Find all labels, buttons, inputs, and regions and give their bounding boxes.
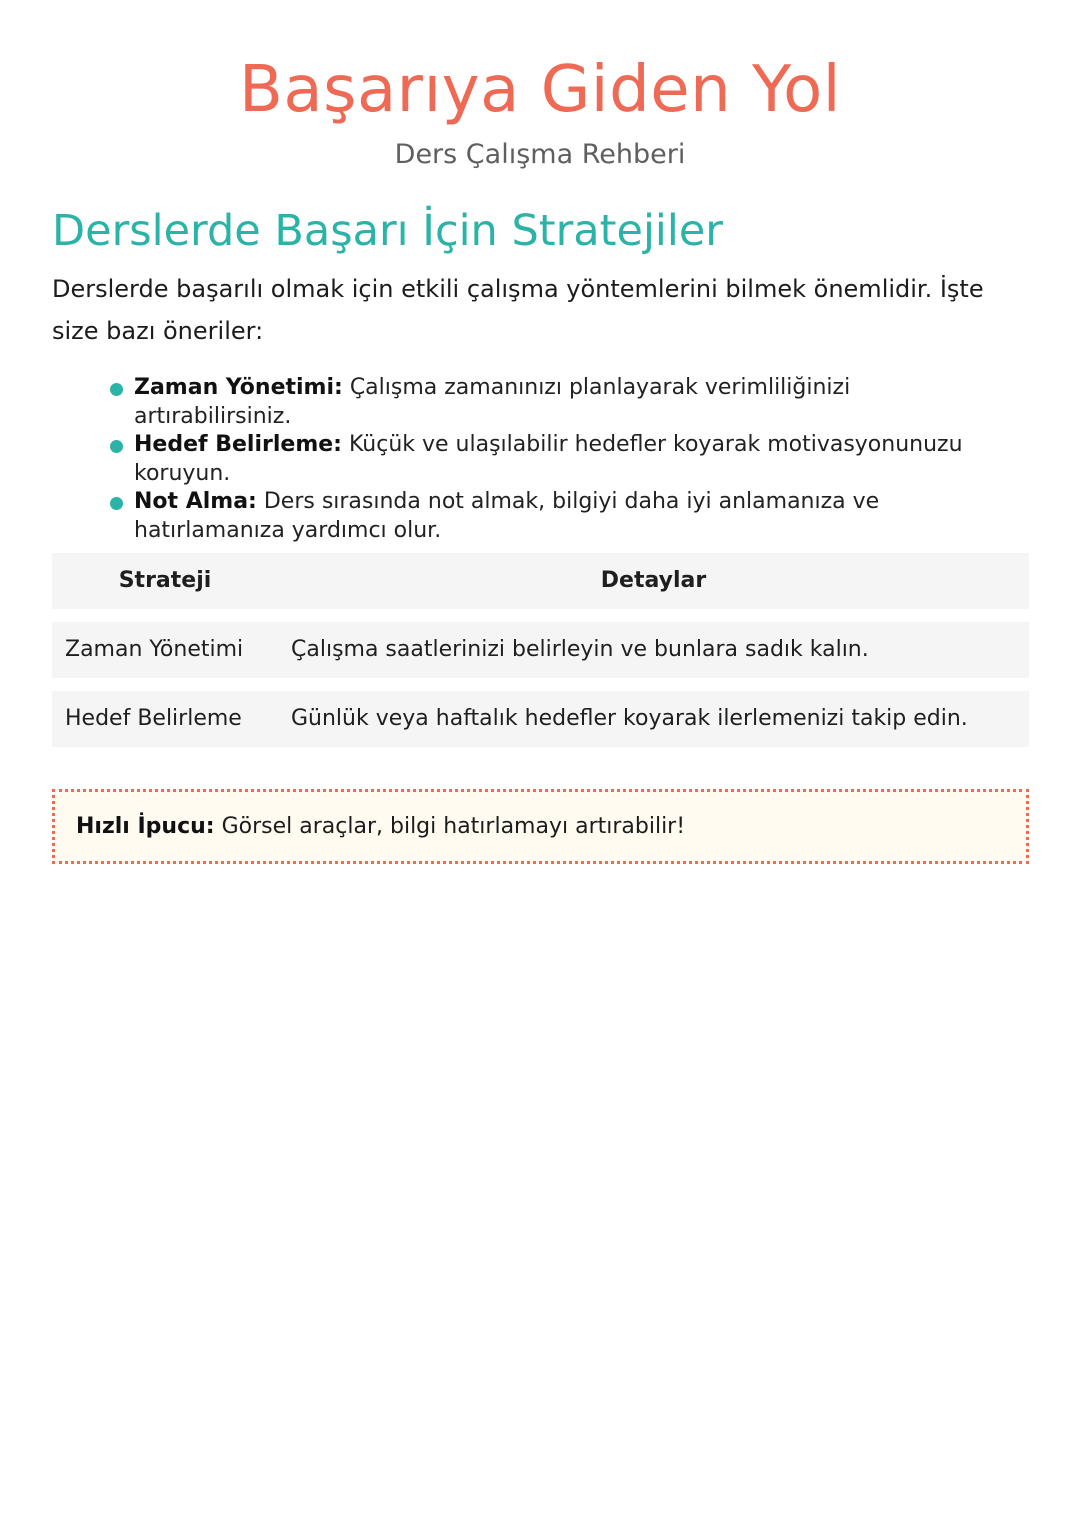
strategy-list (108, 374, 1008, 545)
bullet-dot-icon (110, 497, 123, 510)
table-cell-details: Günlük veya haftalık hedefler koyarak ilerlemenizi takip edin. (291, 706, 968, 731)
table-cell-strategy: Hedef Belirleme (65, 706, 242, 731)
list-item-label: Zaman Yönetimi: (134, 375, 343, 400)
page-subtitle: Ders Çalışma Rehberi (394, 139, 686, 170)
page-title: Başarıya Giden Yol (238, 53, 842, 127)
list-item (108, 488, 1008, 545)
table-row (52, 622, 1029, 678)
table-cell-details: Çalışma saatlerinizi belirleyin ve bunlara sadık kalın. (291, 637, 869, 662)
bullet-dot-icon (110, 440, 123, 453)
quick-tip-box (52, 789, 1029, 864)
list-item (108, 374, 1008, 431)
quick-tip-text: Görsel araçlar, bilgi hatırlamayı artırabilir! (214, 814, 686, 839)
section-heading: Derslerde Başarı İçin Stratejiler (52, 206, 723, 256)
table-header-row (52, 553, 1029, 609)
column-header-strategy: Strateji (118, 568, 212, 593)
quick-tip-label: Hızlı İpucu: (76, 814, 215, 839)
table-row (52, 691, 1029, 747)
strategy-table (52, 553, 1029, 760)
list-item-label: Not Alma: (134, 489, 257, 514)
column-header-details: Detaylar (600, 568, 707, 593)
list-item (108, 431, 1008, 488)
intro-paragraph: Derslerde başarılı olmak için etkili çalışma yöntemlerini bilmek önemlidir. İşte size bazı öneriler: (52, 275, 984, 345)
list-item-text: Ders sırasında not almak, bilgiyi daha iyi anlamanıza ve hatırlamanıza yardımcı olur. (134, 489, 880, 543)
list-item-text: Çalışma zamanınızı planlayarak verimliliğinizi artırabilirsiniz. (134, 375, 851, 429)
list-item-text: Küçük ve ulaşılabilir hedefler koyarak motivasyonunuzu koruyun. (134, 432, 963, 486)
table-cell-strategy: Zaman Yönetimi (65, 637, 244, 662)
list-item-label: Hedef Belirleme: (134, 432, 342, 457)
bullet-dot-icon (110, 383, 123, 396)
quick-tip (76, 792, 685, 861)
